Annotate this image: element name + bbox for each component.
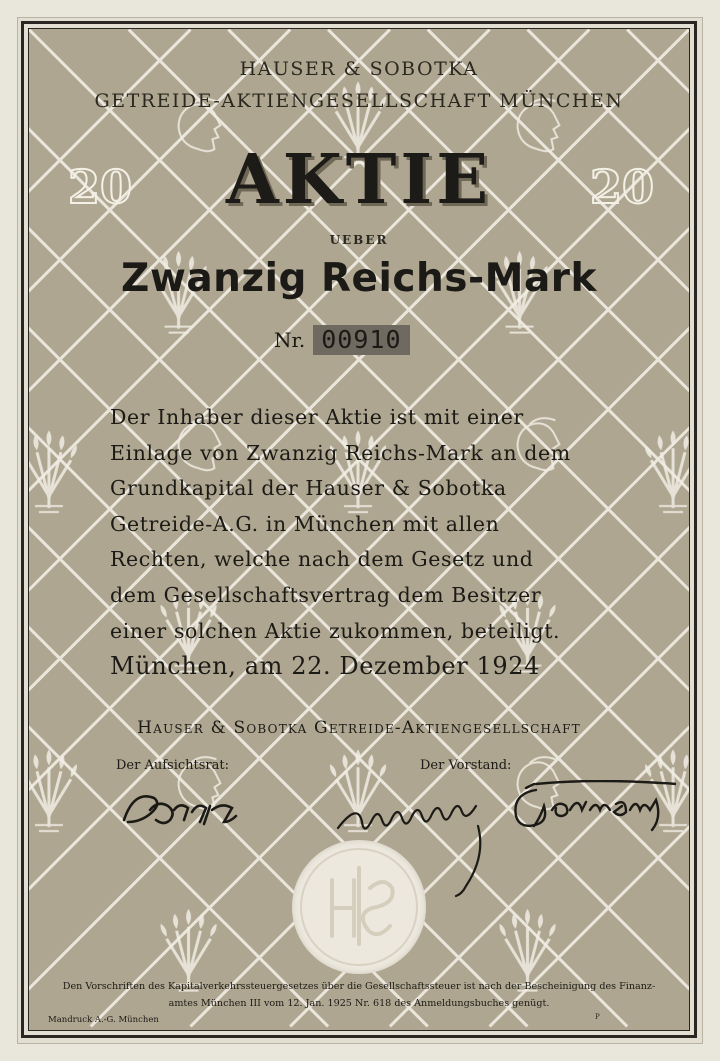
body-line: Einlage von Zwanzig Reichs-Mark an dem [110, 440, 571, 465]
body-line: Rechten, welche nach dem Gesetz und [110, 547, 534, 572]
executive-board-signature-2 [506, 780, 676, 840]
printer-imprint: Mandruck A.-G. München [48, 1015, 159, 1025]
certificate-content [28, 28, 690, 1031]
body-line: Grundkapital der Hauser & Sobotka [110, 476, 507, 501]
supervisory-board-label: Der Aufsichtsrat: [116, 758, 229, 773]
denomination-left: 20 [68, 160, 133, 214]
company-signature-line: Hauser & Sobotka Getreide-Aktiengesellschaft [137, 718, 581, 738]
number-value: 00910 [313, 325, 409, 355]
certificate-number [274, 324, 410, 356]
denomination-right: 20 [589, 160, 654, 214]
certificate-body [110, 400, 620, 685]
dry-seal [292, 840, 426, 974]
supervisory-board-signature [114, 780, 244, 840]
company-name-line2: GETREIDE-AKTIENGESELLSCHAFT MÜNCHEN [94, 90, 624, 112]
ueber-label: UEBER [329, 233, 389, 247]
print-mark: P [595, 1013, 600, 1021]
amount-heading: Zwanzig Reichs-Mark [121, 256, 597, 301]
body-line: dem Gesellschaftsvertrag dem Besitzer [110, 582, 542, 607]
certificate-title: AKTIE [225, 140, 493, 220]
body-line: einer solchen Aktie zukommen, beteiligt. [110, 618, 561, 643]
number-label: Nr. [274, 328, 306, 352]
body-line: Getreide-A.G. in München mit allen [110, 511, 500, 536]
footnote-line: amtes München III vom 12. Jan. 1925 Nr. 618 des Anmeldungsbuches genügt. [168, 998, 550, 1009]
seal-emblem [292, 840, 426, 974]
place-date: München, am 22. Dezember 1924 [110, 652, 540, 681]
footnote-line: Den Vorschriften des Kapitalverkehrssteuergesetzes über die Gesellschaftssteuer ist nach der Bescheinigung des Finanz- [62, 981, 656, 992]
company-name-line1: HAUSER & SOBOTKA [239, 58, 479, 80]
tax-footnote [48, 978, 670, 1012]
executive-board-label: Der Vorstand: [420, 758, 512, 773]
body-line: Der Inhaber dieser Aktie ist mit einer [110, 405, 524, 429]
